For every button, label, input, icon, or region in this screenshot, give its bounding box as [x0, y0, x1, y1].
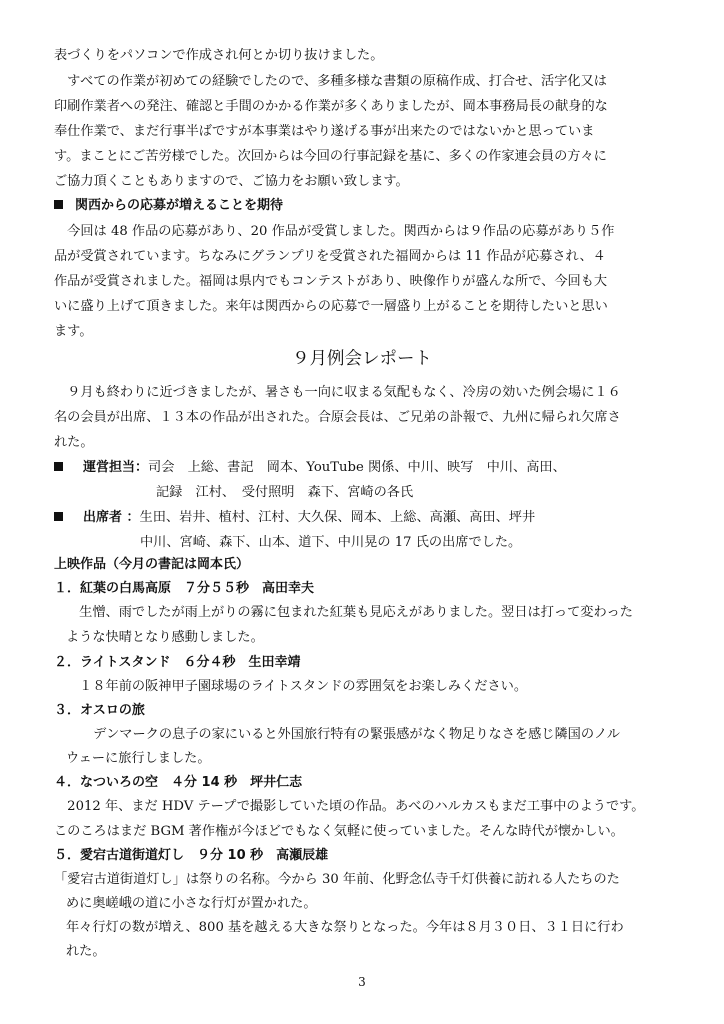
work-desc-line: デンマークの息子の家にいると外国旅行特有の緊張感がなく物足りなさを感じ隣国のノル: [80, 727, 620, 742]
work-desc-line: めに奥嵯峨の道に小さな行灯が置かれた。: [66, 896, 317, 911]
square-bullet-icon: [54, 200, 63, 209]
staff-text: 司会 上総、書記 岡本、YouTube 関係、中川、映写 中川、高田、: [148, 460, 566, 475]
intro-line: ご協力頂くこともありますので、ご協力をお願い致します。: [54, 174, 409, 189]
work-desc-line: 生憎、雨でしたが雨上がりの霧に包まれた紅葉も見応えがありました。翌日は打って変わった: [66, 605, 633, 620]
report-line: 名の会員が出席、１３本の作品が出された。合原会長は、ご兄弟の訃報で、九州に帰られ欠席さ: [54, 410, 621, 425]
report-title: ９月例会レポート: [292, 349, 432, 369]
attendees-text: 生田、岩井、植村、江村、大久保、岡本、上総、高瀬、高田、坪井: [139, 510, 536, 525]
report-line: ９月も終わりに近づきましたが、暑さも一向に収まる気配もなく、冷房の効いた例会場に１６: [54, 385, 621, 400]
attendees-label: 出席者 ：: [83, 510, 140, 525]
work-title: ５．愛宕古道街道灯し ９分 10 秒 高瀬辰雄: [54, 848, 329, 863]
screening-heading: 上映作品（今月の書記は岡本氏）: [54, 557, 250, 572]
work-desc-line: 2012 年、まだ HDV テープで撮影していた頃の作品。あべのハルカスもまだ工事中のようです。: [54, 799, 645, 814]
work-desc-line: 「愛宕古道街道灯し」は祭りの名称。今から 30 年前、化野念仏寺千灯供養に訪れる人たちのた: [54, 872, 620, 887]
kansai-line: 作品が受賞されました。福岡は県内でもコンテストがあり、映像作りが盛んな所で、今回も大: [54, 274, 608, 289]
intro-line: 奉仕作業で、まだ行事半ばですが本事業はやり遂げる事が出来たのではないかと思っていま: [54, 124, 595, 139]
work-desc-line: ような快晴となり感動しました。: [66, 630, 264, 645]
intro-line: す。まことにご苦労様でした。次回からは今回の行事記録を基に、多くの作家連会員の方々に: [54, 149, 607, 164]
work-title: ３．オスロの旅: [54, 703, 145, 718]
work-title: １．紅葉の白馬高原 ７分５５秒 高田幸夫: [54, 581, 315, 596]
work-desc-line: ウェーに旅行しました。: [66, 751, 211, 766]
square-bullet-icon: [54, 512, 63, 521]
staff-label: 運営担当：: [83, 460, 149, 475]
intro-line: 印刷作業者への発注、確認と手間のかかる作業が多くありましたが、岡本事務局長の献身的な: [54, 99, 608, 114]
intro-line: 表づくりをパソコンで作成され何とか切り抜けました。: [54, 48, 384, 63]
kansai-line: いに盛り上げて頂きました。来年は関西からの応募で一層盛り上がることを期待したいと思い: [54, 299, 608, 314]
staff-row-continued: 記録 江村、 受付照明 森下、宮崎の各氏: [156, 485, 414, 500]
kansai-heading-text: 関西からの応募が増えることを期待: [75, 198, 284, 213]
work-desc-line: れた。: [66, 944, 106, 959]
attendees-row: [54, 508, 535, 528]
work-desc-line: １８年前の阪神甲子園球場のライトスタンドの雰囲気をお楽しみください。: [66, 679, 528, 694]
kansai-line: 今回は 48 作品の応募があり、20 作品が受賞しました。関西からは９作品の応募があり５作: [54, 224, 615, 239]
staff-row: [54, 458, 566, 478]
section-heading-kansai: [54, 196, 283, 216]
work-desc-line: このころはまだ BGM 著作権が今ほどでもなく気軽に使っていました。そんな時代が懐かしい。: [54, 824, 624, 839]
kansai-line: 品が受賞されています。ちなみにグランプリを受賞された福岡からは 11 作品が応募され、４: [54, 249, 606, 264]
intro-line: すべての作業が初めての経験でしたので、多種多様な書類の原稿作成、打合せ、活字化又は: [54, 74, 607, 89]
page-number: 3: [358, 975, 366, 989]
attendees-row-continued: 中川、宮崎、森下、山本、道下、中川晃の 17 氏の出席でした。: [140, 535, 522, 550]
work-title: ４．なついろの空 ４分 14 秒 坪井仁志: [54, 775, 303, 790]
work-desc-line: 年々行灯の数が増え、800 基を越える大きな祭りとなった。今年は８月３０日、３１日に行わ: [66, 920, 624, 935]
kansai-line: ます。: [54, 324, 93, 339]
square-bullet-icon: [54, 462, 63, 471]
work-title: ２．ライトスタンド ６分４秒 生田幸靖: [54, 655, 301, 670]
report-line: れた。: [54, 435, 94, 450]
